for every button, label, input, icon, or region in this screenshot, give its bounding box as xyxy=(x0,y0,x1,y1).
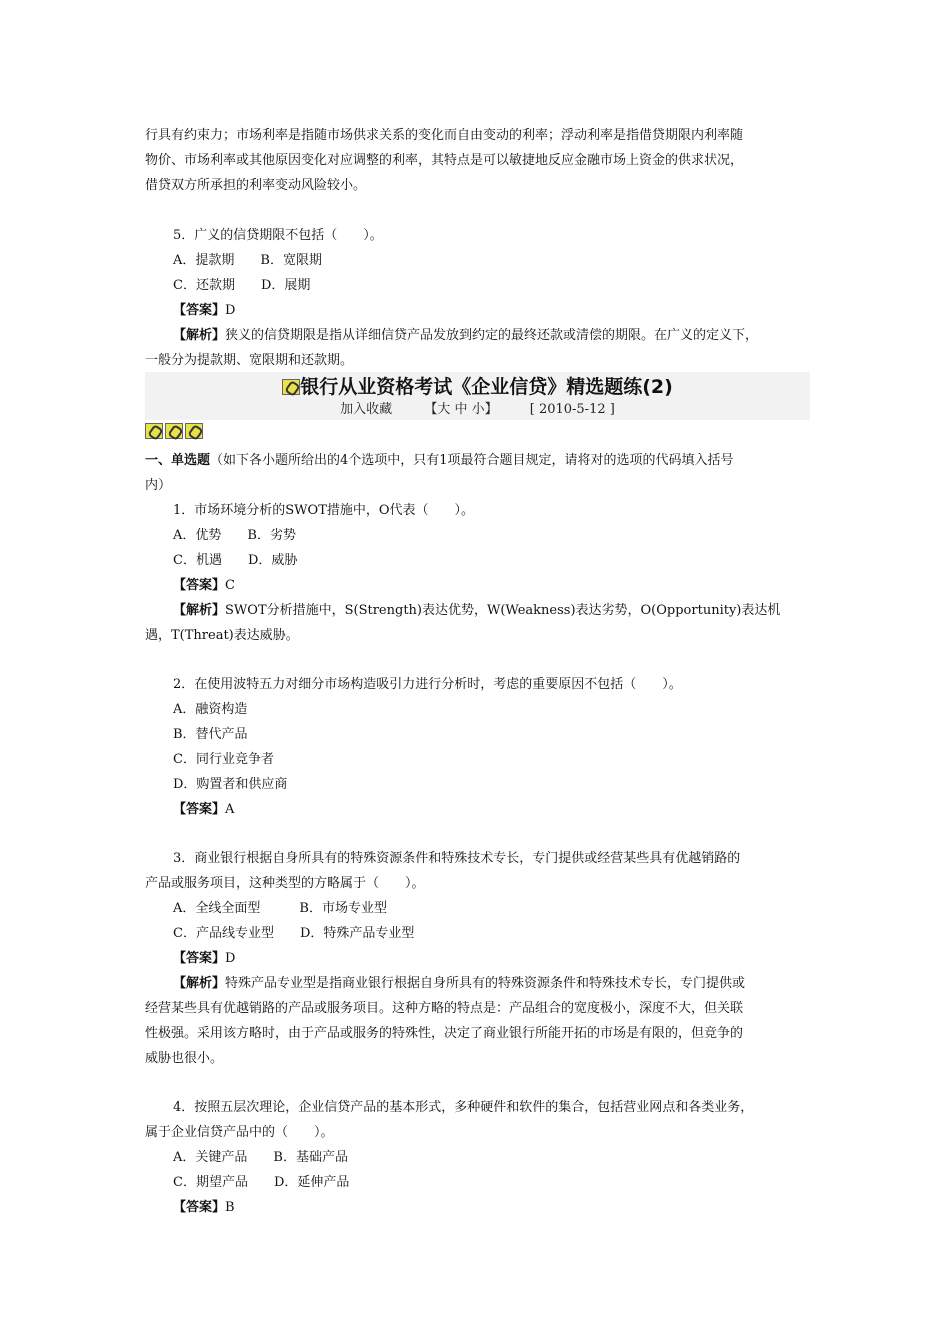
article-title: 银行从业资格考试《企业信贷》精选题练(2) xyxy=(145,374,810,400)
question-4-stem-cont: 属于企业信贷产品中的（ ）。 xyxy=(145,1125,334,1140)
question-2-option-d: D．购置者和供应商 xyxy=(173,777,288,792)
question-3-explanation-cont: 经营某些具有优越销路的产品或服务项目。这种方略的特点是：产品组合的宽度极小，深度不大，但关联 xyxy=(145,1001,744,1016)
question-2-stem: 2．在使用波特五力对细分市场构造吸引力进行分析时，考虑的重要原因不包括（ ）。 xyxy=(173,677,682,692)
paragraph-line: 借贷双方所承担的利率变动风险较小。 xyxy=(145,178,367,193)
question-4-options-2: C．期望产品 D．延伸产品 xyxy=(173,1175,350,1190)
question-5-options-1: A．提款期 B．宽限期 xyxy=(173,253,322,268)
question-3-explanation-cont: 威胁也很小。 xyxy=(145,1051,224,1066)
question-5-stem: 5．广义的信贷期限不包括（ ）。 xyxy=(173,228,383,243)
question-3-explanation: 【解析】特殊产品专业型是指商业银行根据自身所具有的特殊资源条件和特殊技术专长，专门提供或 xyxy=(173,976,746,991)
question-1-options-2: C．机遇 D．威胁 xyxy=(173,553,298,568)
question-2-answer: 【答案】A xyxy=(173,802,235,817)
section-heading: 一、单选题（如下各小题所给出的4个选项中，只有1项最符合题目规定，请将对的选项的代码填入括号 xyxy=(145,453,734,468)
link-icon[interactable] xyxy=(185,423,203,439)
publish-date: [ 2010-5-12 ] xyxy=(529,402,615,417)
add-favorite-link[interactable]: 加入收藏 xyxy=(340,402,393,417)
question-1-explanation: 【解析】SWOT分析措施中，S(Strength)表达优势，W(Weakness)表达劣势，O(Opportunity)表达机 xyxy=(173,603,781,618)
font-size-switcher[interactable]: 【大 中 小】 xyxy=(424,402,498,417)
question-1-explanation-cont: 遇，T(Threat)表达威胁。 xyxy=(145,628,299,643)
article-icon xyxy=(282,379,300,395)
question-5-explanation: 【解析】狭义的信贷期限是指从详细信贷产品发放到约定的最终还款或清偿的期限。在广义的定义下， xyxy=(173,328,759,343)
paragraph-line: 物价、市场利率或其他原因变化对应调整的利率，其特点是可以敏捷地反应金融市场上资金的供求状况， xyxy=(145,153,744,168)
question-2-option-a: A．融资构造 xyxy=(173,702,248,717)
paragraph-line: 行具有约束力；市场利率是指随市场供求关系的变化而自由变动的利率；浮动利率是指借贷期限内利率随 xyxy=(145,128,744,143)
icon-toolbar xyxy=(145,423,205,441)
section-heading-cont: 内） xyxy=(145,478,172,493)
question-1-options-1: A．优势 B．劣势 xyxy=(173,528,296,543)
question-3-stem: 3．商业银行根据自身所具有的特殊资源条件和特殊技术专长，专门提供或经营某些具有优越销路的 xyxy=(173,851,741,866)
question-2-option-c: C．同行业竞争者 xyxy=(173,752,274,767)
link-icon[interactable] xyxy=(165,423,183,439)
question-3-explanation-cont: 性极强。采用该方略时，由于产品或服务的特殊性，决定了商业银行所能开拓的市场是有限的，但竞争的 xyxy=(145,1026,744,1041)
question-4-options-1: A．关键产品 B．基础产品 xyxy=(173,1150,348,1165)
question-4-answer: 【答案】B xyxy=(173,1200,235,1215)
question-5-explanation-cont: 一般分为提款期、宽限期和还款期。 xyxy=(145,353,354,368)
question-2-option-b: B．替代产品 xyxy=(173,727,248,742)
question-3-options-2: C．产品线专业型 D．特殊产品专业型 xyxy=(173,926,415,941)
question-3-stem-cont: 产品或服务项目，这种类型的方略属于（ ）。 xyxy=(145,876,425,891)
link-icon[interactable] xyxy=(145,423,163,439)
article-meta xyxy=(145,401,810,419)
question-3-answer: 【答案】D xyxy=(173,951,236,966)
question-5-options-2: C．还款期 D．展期 xyxy=(173,278,311,293)
question-4-stem: 4．按照五层次理论，企业信贷产品的基本形式，多种硬件和软件的集合，包括营业网点和各类业务， xyxy=(173,1100,754,1115)
question-1-stem: 1．市场环境分析的SWOT措施中，O代表（ ）。 xyxy=(173,503,475,518)
question-3-options-1: A．全线全面型 B．市场专业型 xyxy=(173,901,387,916)
question-5-answer xyxy=(173,302,235,320)
answer-value: D xyxy=(225,303,236,318)
explanation-label: 【解析】 xyxy=(173,328,226,343)
answer-label: 【答案】 xyxy=(173,303,226,318)
question-1-answer: 【答案】C xyxy=(173,578,235,593)
